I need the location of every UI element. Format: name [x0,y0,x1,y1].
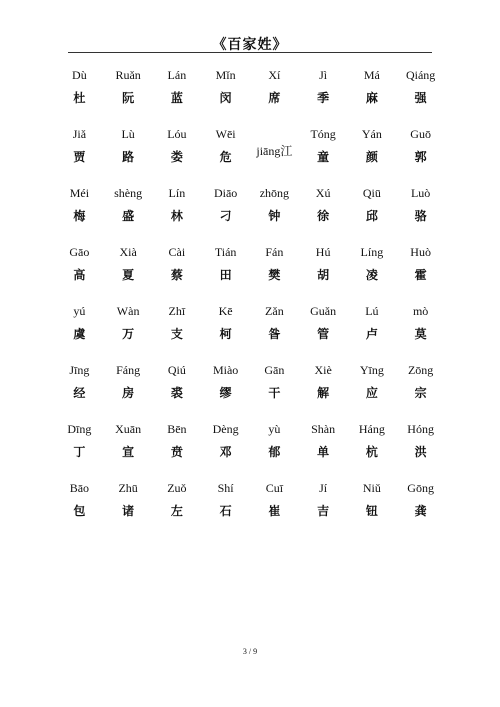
hanzi-label: 凌 [365,268,378,282]
pinyin-label: Guǎn [310,304,337,318]
pinyin-label: Yán [361,127,382,141]
surname-cell [250,186,299,245]
pinyin-label: Qiú [167,363,186,377]
pinyin-label: Fán [265,245,284,259]
surname-cell [55,127,104,186]
page-title: 《百家姓》 [212,37,288,53]
surname-cell [153,422,202,481]
surname-cell [299,481,348,540]
surname-cell [55,481,104,540]
surname-cell [55,422,104,481]
pinyin-label: Dèng [212,422,239,436]
pinyin-label: Cuī [265,481,284,495]
surname-cell [153,304,202,363]
surname-cell [348,481,397,540]
surname-cell [396,481,445,540]
pinyin-label: Miào [212,363,239,377]
pinyin-label: Gāo [69,245,90,259]
surname-cell [396,127,445,186]
surname-cell [396,68,445,127]
pinyin-label: Zhū [118,481,138,495]
pinyin-label: Lán [167,68,187,82]
surname-cell [201,186,250,245]
pinyin-label: Diāo [213,186,238,200]
pinyin-label: Zǎn [265,304,284,318]
hanzi-label: 经 [73,386,86,400]
pinyin-label: Háng [358,422,385,436]
pinyin-label: Zōng [407,363,434,377]
surname-cell [153,186,202,245]
table-row [55,304,445,363]
pinyin-label: Xú [315,186,331,200]
surname-cell [104,422,153,481]
hanzi-label: 贲 [170,445,183,459]
pinyin-label: Yīng [359,363,384,377]
hanzi-label: 骆 [414,209,427,223]
pinyin-label: Niǔ [362,481,381,495]
table-row [55,186,445,245]
surname-cell [250,481,299,540]
pinyin-label: Luò [410,186,431,200]
pinyin-label: Tián [214,245,237,259]
hanzi-label: 裘 [170,386,183,400]
pinyin-label: Jiǎ [72,127,87,141]
surname-cell [153,127,202,186]
surname-cell [396,422,445,481]
pinyin-label: Cài [168,245,186,259]
hanzi-label: 诸 [122,504,135,518]
hanzi-label: 钮 [365,504,378,518]
hanzi-label: 阮 [122,91,135,105]
pinyin-label: Xià [119,245,137,259]
pinyin-label: Má [363,68,380,82]
hanzi-label: 管 [317,327,330,341]
surname-cell [299,422,348,481]
pinyin-label: Hú [315,245,331,259]
surname-cell [299,363,348,422]
pinyin-label: Xuān [115,422,142,436]
surname-cell [250,422,299,481]
pinyin-label: Bāo [69,481,90,495]
hanzi-label: 丁 [73,445,86,459]
surname-cell [250,245,299,304]
hanzi-label: 柯 [219,327,232,341]
hanzi-label: 洪 [414,445,427,459]
surname-cell [250,304,299,363]
surname-cell [153,68,202,127]
hanzi-label: 邱 [365,209,378,223]
pinyin-label: Méi [69,186,90,200]
surname-grid [55,68,445,540]
hanzi-label: 单 [317,445,330,459]
pinyin-label: Guō [410,127,431,141]
hanzi-label: 卢 [365,327,378,341]
hanzi-label: 房 [122,386,135,400]
pinyin-label: Shí [217,481,234,495]
hanzi-label: 霍 [414,268,427,282]
hanzi-label: 蓝 [170,91,183,105]
pinyin-label: Lín [168,186,186,200]
surname-cell [396,186,445,245]
pinyin-label: jiāng [256,144,281,158]
hanzi-label: 童 [317,150,330,164]
table-row [55,422,445,481]
hanzi-label: 徐 [317,209,330,223]
pinyin-label: Mǐn [215,68,236,82]
surname-cell [348,245,397,304]
hanzi-label: 龚 [414,504,427,518]
hanzi-label: 宗 [414,386,427,400]
surname-cell [201,481,250,540]
surname-cell [348,68,397,127]
surname-cell [55,363,104,422]
hanzi-label: 强 [414,91,427,105]
surname-cell [396,363,445,422]
pinyin-label: Xí [268,68,281,82]
surname-cell [396,304,445,363]
hanzi-label: 包 [73,504,86,518]
hanzi-label: 田 [219,268,232,282]
surname-cell [104,245,153,304]
surname-cell [201,68,250,127]
surname-cell [201,127,250,186]
hanzi-label: 危 [219,150,232,164]
surname-cell [348,304,397,363]
hanzi-label: 缪 [219,386,232,400]
pinyin-label: Lóu [167,127,187,141]
hanzi-label: 蔡 [170,268,183,282]
pinyin-label: yù [268,422,281,436]
surname-cell [55,186,104,245]
table-row [55,363,445,422]
surname-cell [104,68,153,127]
pinyin-label: Lú [365,304,379,318]
hanzi-label: 支 [170,327,183,341]
hanzi-label: 万 [122,327,135,341]
pinyin-label: Wàn [116,304,140,318]
pinyin-label: Lù [121,127,135,141]
surname-cell [104,481,153,540]
pinyin-label: Dīng [67,422,92,436]
surname-cell [55,68,104,127]
hanzi-label: 刁 [219,209,232,223]
hanzi-label: 邓 [219,445,232,459]
pinyin-label: Líng [360,245,384,259]
pinyin-label: Zhī [168,304,186,318]
pinyin-label: Jì [319,68,328,82]
table-row [55,68,445,127]
pinyin-label: Fáng [116,363,141,377]
hanzi-label: 贾 [73,150,86,164]
pinyin-label: Dù [72,68,87,82]
hanzi-label: 郭 [414,150,427,164]
pinyin-label: Gōng [407,481,434,495]
pinyin-label: Kē [218,304,233,318]
table-row [55,481,445,540]
hanzi-label: 宣 [122,445,135,459]
hanzi-label: 崔 [268,504,281,518]
surname-cell [201,245,250,304]
hanzi-label: 席 [268,91,281,105]
surname-cell [104,304,153,363]
pinyin-label: Hóng [407,422,434,436]
hanzi-label: 江 [280,144,293,158]
surname-cell [250,68,299,127]
hanzi-label: 杭 [365,445,378,459]
hanzi-label: 季 [317,91,330,105]
merged-surname-label [244,140,305,159]
surname-cell [55,304,104,363]
hanzi-label: 虞 [73,327,86,341]
hanzi-label: 闵 [219,91,232,105]
pinyin-label: Shàn [311,422,336,436]
surname-cell [299,245,348,304]
pinyin-label: Ruǎn [115,68,141,82]
hanzi-label: 莫 [414,327,427,341]
surname-cell [348,422,397,481]
surname-cell [299,186,348,245]
hanzi-label: 高 [73,268,86,282]
hanzi-label: 颜 [365,150,378,164]
surname-cell [396,245,445,304]
hanzi-label: 夏 [122,268,135,282]
surname-cell [250,127,299,186]
hanzi-label: 昝 [268,327,281,341]
surname-cell [201,304,250,363]
pinyin-label: Tóng [310,127,336,141]
hanzi-label: 石 [219,504,232,518]
pinyin-label: Jīng [69,363,90,377]
pinyin-label: mò [412,304,429,318]
hanzi-label: 娄 [170,150,183,164]
surname-cell [201,422,250,481]
surname-cell [348,127,397,186]
surname-cell [348,186,397,245]
pinyin-label: zhōng [259,186,290,200]
pinyin-label: Gān [264,363,285,377]
table-row [55,127,445,186]
pinyin-label: shèng [114,186,143,200]
surname-cell [104,363,153,422]
hanzi-label: 林 [170,209,183,223]
surname-cell [250,363,299,422]
pinyin-label: Qiáng [405,68,436,82]
surname-cell [104,127,153,186]
hanzi-label: 胡 [317,268,330,282]
hanzi-label: 干 [268,386,281,400]
surname-cell [299,304,348,363]
hanzi-label: 钟 [268,209,281,223]
hanzi-label: 盛 [122,209,135,223]
hanzi-label: 路 [122,150,135,164]
surname-cell [153,481,202,540]
pinyin-label: Qiū [362,186,381,200]
hanzi-label: 杜 [73,91,86,105]
hanzi-label: 樊 [268,268,281,282]
surname-cell [299,127,348,186]
surname-cell [55,245,104,304]
pinyin-label: Xiè [314,363,332,377]
surname-cell [201,363,250,422]
hanzi-label: 吉 [317,504,330,518]
hanzi-label: 郁 [268,445,281,459]
hanzi-label: 解 [317,386,330,400]
header-rule [68,52,432,53]
hanzi-label: 左 [170,504,183,518]
hanzi-label: 麻 [365,91,378,105]
hanzi-label: 梅 [73,209,86,223]
pinyin-label: yú [73,304,86,318]
table-row [55,245,445,304]
surname-cell [104,186,153,245]
surname-cell [153,363,202,422]
surname-cell [153,245,202,304]
pinyin-label: Huò [410,245,431,259]
pinyin-label: Bēn [167,422,187,436]
page-number: 3 / 9 [242,647,258,656]
surname-cell [348,363,397,422]
surname-cell [299,68,348,127]
pinyin-label: Zuǒ [167,481,187,495]
hanzi-label: 应 [365,386,378,400]
pinyin-label: Wēi [215,127,236,141]
pinyin-label: Jí [319,481,328,495]
